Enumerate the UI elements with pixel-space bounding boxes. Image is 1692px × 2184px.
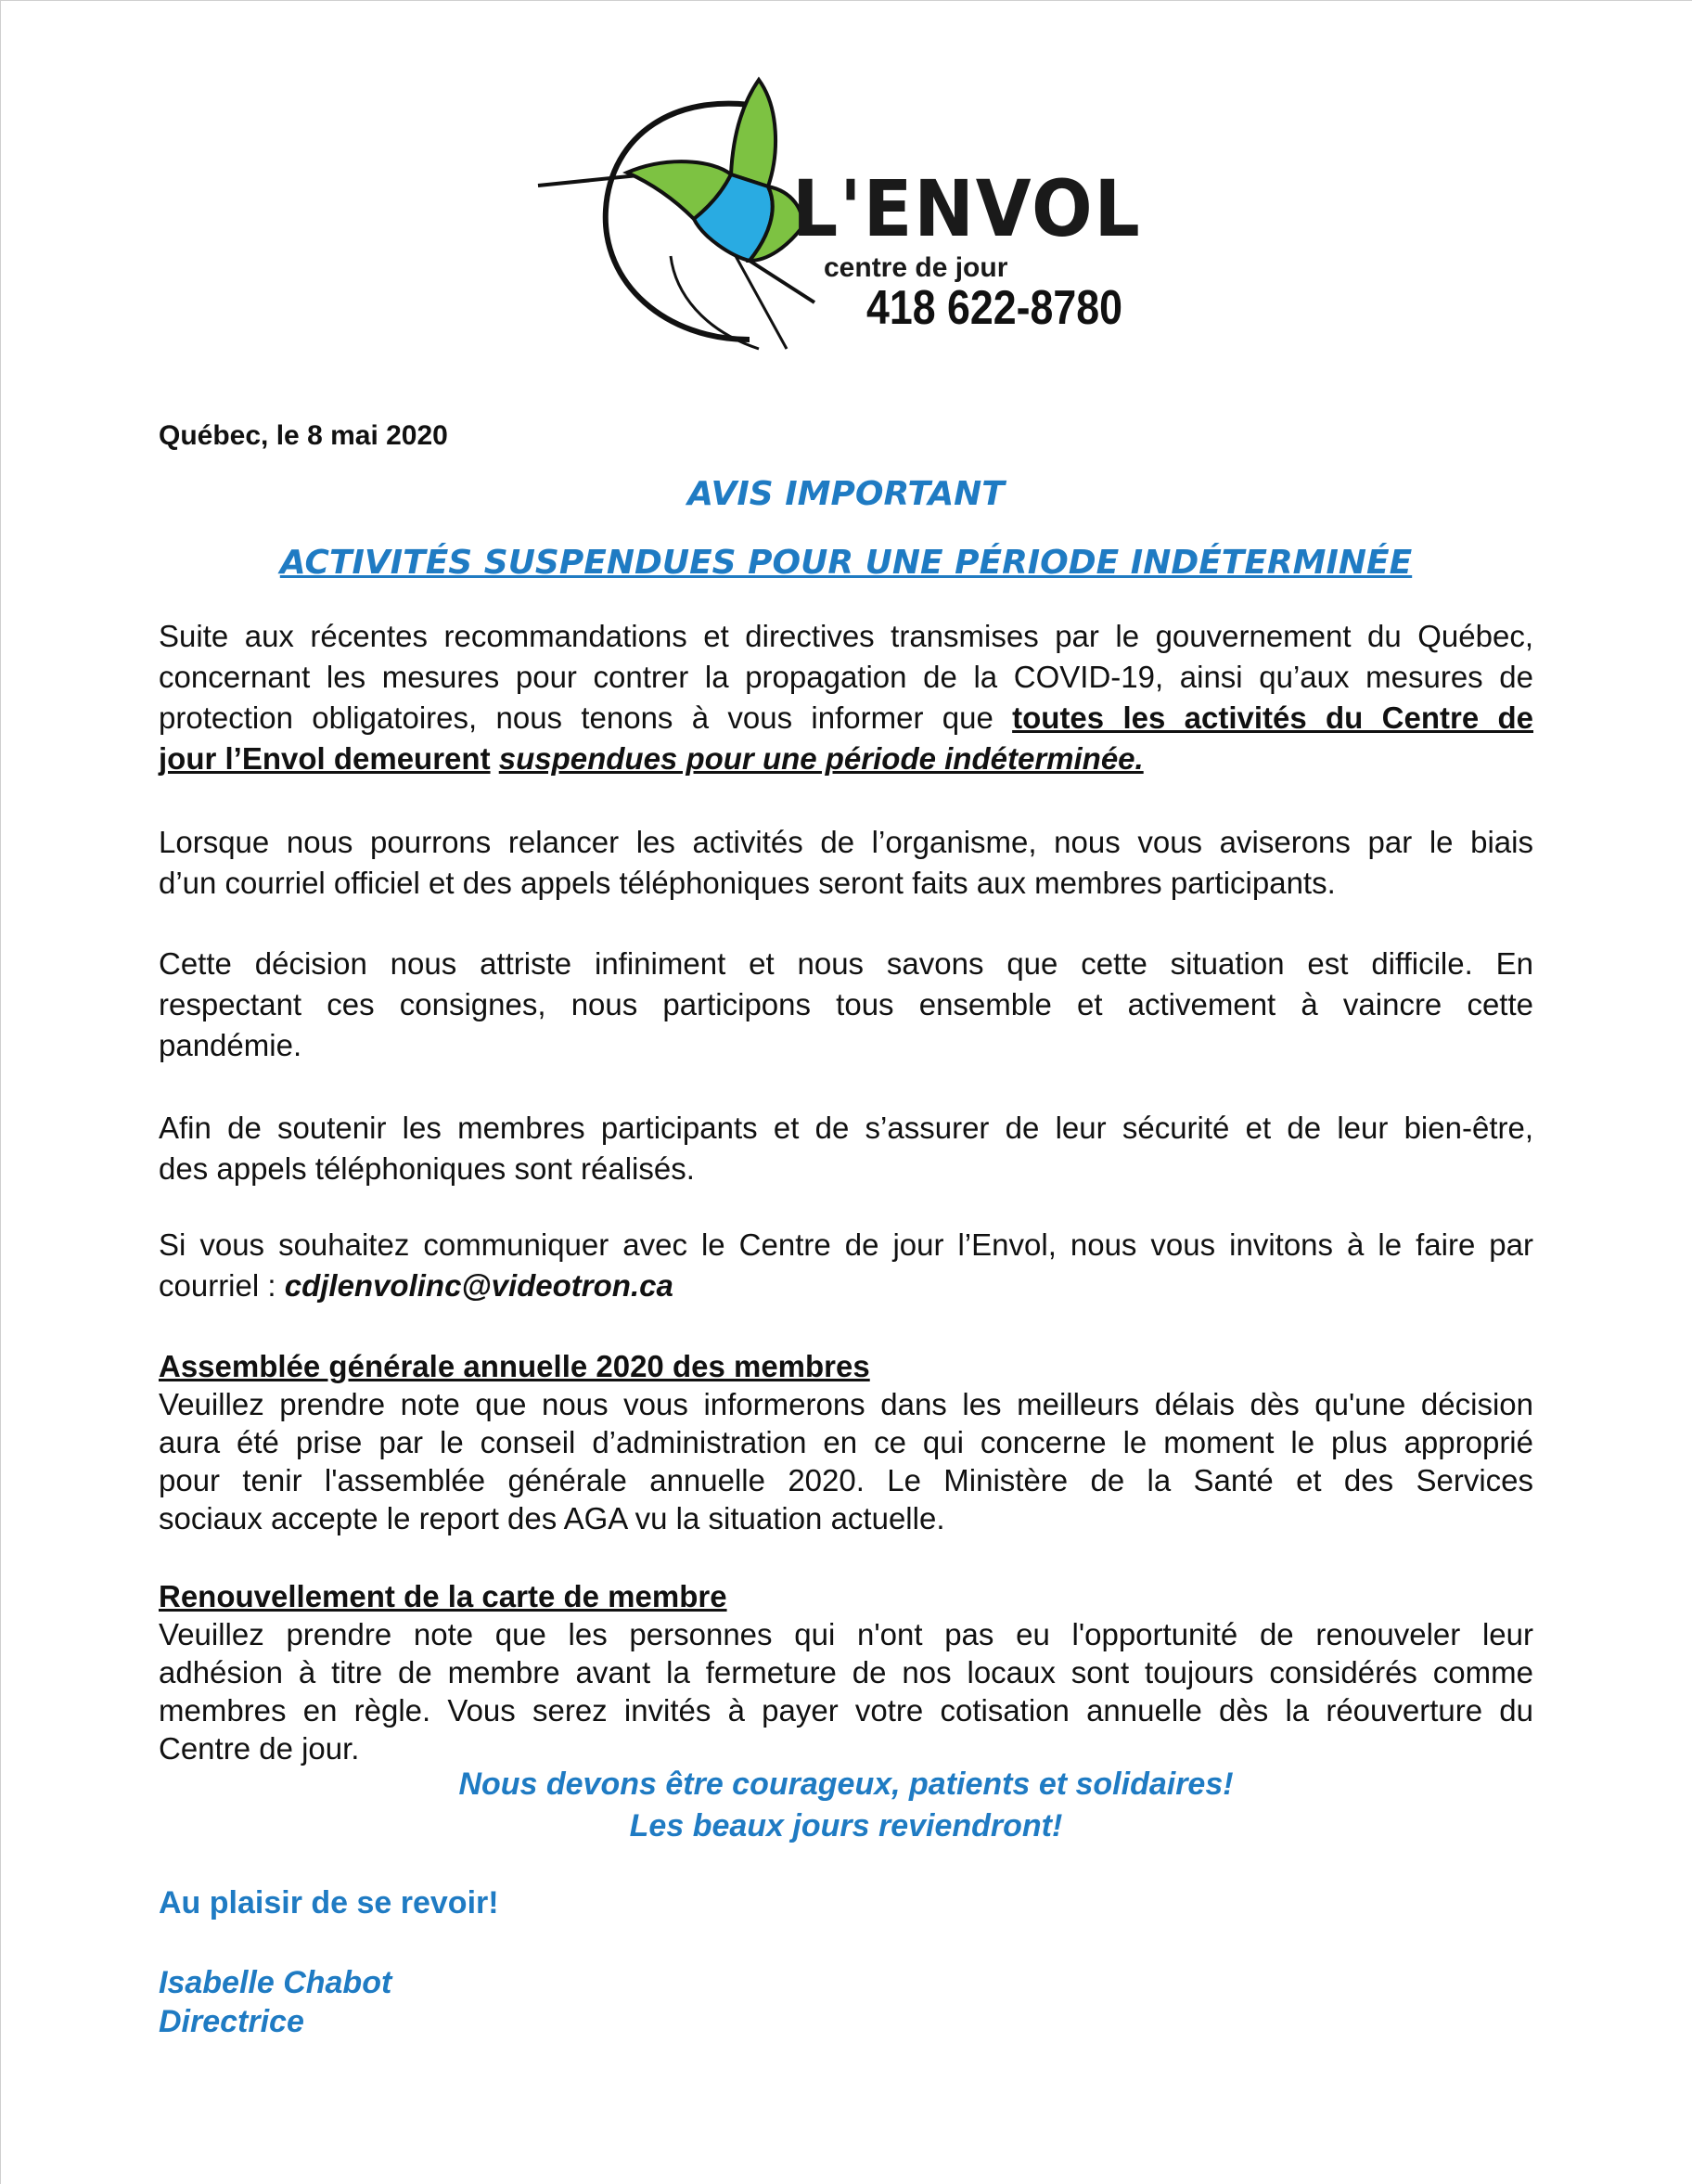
paragraph-decision <box>159 944 1533 1066</box>
text-line <box>159 739 1533 779</box>
closing-line-1: Nous devons être courageux, patients et solidaires! <box>458 1766 1234 1802</box>
logo-phone: 418 622-8780 <box>866 281 1123 335</box>
signature-name: Isabelle Chabot <box>159 1965 392 2000</box>
text-line: Lorsque nous pourrons relancer les activités de l’organisme, nous vous aviserons par le biais <box>159 825 1533 859</box>
text-line: d’un courriel officiel et des appels téléphoniques seront faits aux membres participants. <box>159 866 1336 900</box>
paragraph-intro <box>159 616 1533 779</box>
text-line: des appels téléphoniques sont réalisés. <box>159 1151 695 1186</box>
emphasis-text: toutes les activités du Centre de <box>1012 700 1534 735</box>
lenvol-logo <box>536 71 1167 367</box>
text-line: pandémie. <box>159 1028 302 1062</box>
emphasis-text: jour l’Envol demeurent <box>159 741 491 776</box>
notice-subtitle: ACTIVITÉS SUSPENDUES POUR UNE PÉRIODE INDÉTERMINÉE <box>279 544 1413 582</box>
letter-date: Québec, le 8 mai 2020 <box>159 420 448 451</box>
text-line: sociaux accepte le report des AGA vu la situation actuelle. <box>159 1501 945 1535</box>
text-line: aura été prise par le conseil d’administration en ce qui concerne le moment le plus approprié <box>159 1425 1533 1459</box>
text-line <box>159 698 1533 739</box>
text-line: Cette décision nous attriste infiniment et nous savons que cette situation est difficile. En <box>159 946 1533 981</box>
section-heading: Assemblée générale annuelle 2020 des membres <box>159 1349 870 1383</box>
text-line: membres en règle. Vous serez invités à payer votre cotisation annuelle dès la réouverture du <box>159 1693 1533 1728</box>
section-heading: Renouvellement de la carte de membre <box>159 1579 727 1613</box>
text-line <box>159 1265 1533 1306</box>
section-membership <box>159 1577 1533 1767</box>
text-line: Veuillez prendre note que les personnes qui n'ont pas eu l'opportunité de renouveler leur <box>159 1617 1533 1651</box>
notice-title: AVIS IMPORTANT <box>687 475 1005 513</box>
emphasis-italic-text: suspendues pour une période indéterminée. <box>498 741 1144 776</box>
logo-name: L'ENVOL <box>792 163 1142 254</box>
signature-role: Directrice <box>159 2004 304 2039</box>
paragraph-support <box>159 1108 1533 1189</box>
paragraph-contact <box>159 1225 1533 1306</box>
text-line: Afin de soutenir les membres participants et de s’assurer de leur sécurité et de leur bien-être, <box>159 1111 1533 1145</box>
text-line: respectant ces consignes, nous participons tous ensemble et activement à vaincre cette <box>159 987 1533 1021</box>
logo-subtitle: centre de jour <box>824 252 1008 283</box>
text-segment: protection obligatoires, nous tenons à vous informer que <box>159 700 1013 735</box>
text-line: Suite aux récentes recommandations et directives transmises par le gouvernement du Québec, <box>159 619 1533 653</box>
text-line: pour tenir l'assemblée générale annuelle 2020. Le Ministère de la Santé et des Services <box>159 1463 1533 1497</box>
text-line: Centre de jour. <box>159 1731 360 1766</box>
text-line: Veuillez prendre note que nous vous informerons dans les meilleurs délais dès qu'une décision <box>159 1387 1533 1421</box>
section-agm <box>159 1347 1533 1537</box>
closing-line-2: Les beaux jours reviendront! <box>629 1808 1063 1844</box>
text-line: adhésion à titre de membre avant la fermeture de nos locaux sont toujours considérés comme <box>159 1655 1533 1689</box>
text-line: Si vous souhaitez communiquer avec le Centre de jour l’Envol, nous vous invitons à le faire par <box>159 1227 1533 1262</box>
farewell: Au plaisir de se revoir! <box>159 1885 499 1921</box>
paragraph-relaunch <box>159 822 1533 904</box>
text-line: concernant les mesures pour contrer la propagation de la COVID-19, ainsi qu’aux mesures de <box>159 660 1533 694</box>
contact-email[interactable]: cdjlenvolinc@videotron.ca <box>284 1268 673 1303</box>
text-segment: courriel : <box>159 1268 285 1303</box>
